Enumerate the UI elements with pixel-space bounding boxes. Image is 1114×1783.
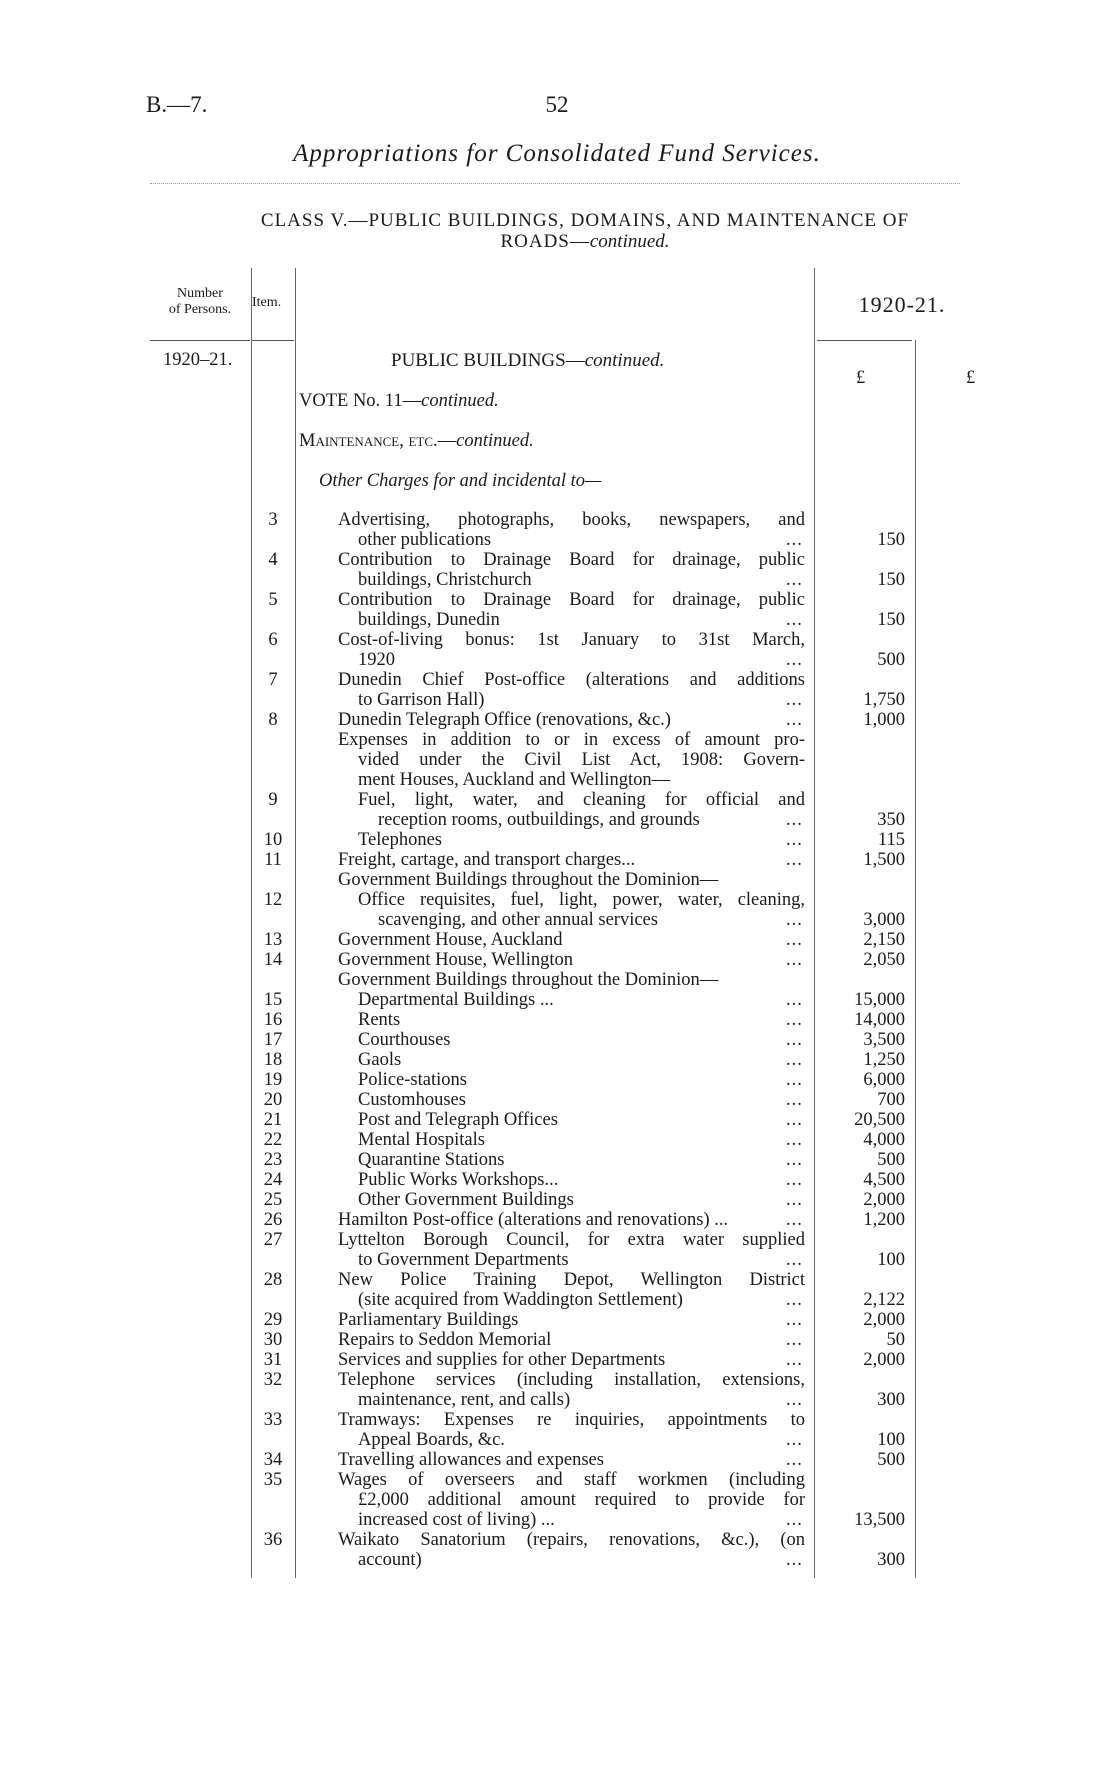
leader-dots: ... <box>786 850 803 870</box>
item-description-line: ment Houses, Auckland and Wellington— <box>358 770 671 790</box>
item-number: 35 <box>263 1470 283 1490</box>
vote-heading <box>299 391 499 412</box>
leader-dots: ... <box>786 1070 803 1090</box>
leader-dots: ... <box>786 530 803 550</box>
leader-dots: ... <box>786 930 803 950</box>
item-number: 23 <box>263 1150 283 1170</box>
item-description-line: Office requisites, fuel, light, power, water, cleaning, <box>358 890 805 910</box>
item-amount: 100 <box>877 1430 905 1450</box>
class-heading-line2 <box>205 231 965 252</box>
section-title-continued: continued. <box>584 350 665 371</box>
item-description-line: increased cost of living) ... <box>358 1510 555 1530</box>
item-amount: 15,000 <box>854 990 905 1010</box>
section-title-main: PUBLIC BUILDINGS— <box>391 350 585 371</box>
item-description-line: Quarantine Stations <box>358 1150 505 1170</box>
class-heading <box>205 210 965 252</box>
item-number: 11 <box>264 850 282 870</box>
maintenance-heading <box>299 431 534 452</box>
leader-dots: ... <box>786 1330 803 1350</box>
item-description-line: Government Buildings throughout the Dominion— <box>338 970 719 990</box>
item-amount: 500 <box>877 1150 905 1170</box>
item-number: 33 <box>263 1410 283 1430</box>
item-number: 14 <box>263 950 283 970</box>
item-number: 21 <box>263 1110 283 1130</box>
item-description-line: Departmental Buildings ... <box>358 990 554 1010</box>
item-amount: 3,000 <box>863 910 905 930</box>
item-description-line: 1920 <box>358 650 395 670</box>
item-description-line: Government House, Wellington <box>338 950 574 970</box>
item-description-line: Waikato Sanatorium (repairs, renovations, &c.), (on <box>338 1530 805 1550</box>
item-description-line: Wages of overseers and staff workmen (including <box>338 1470 805 1490</box>
item-description-line: to Garrison Hall) <box>358 690 485 710</box>
vote-heading-main: VOTE No. 11— <box>299 391 422 411</box>
item-amount: 50 <box>886 1330 905 1350</box>
item-amount: 1,000 <box>863 710 905 730</box>
leader-dots: ... <box>786 690 803 710</box>
item-number: 8 <box>268 710 278 730</box>
leader-dots: ... <box>786 1350 803 1370</box>
item-description-line: £2,000 additional amount required to provide for <box>358 1490 805 1510</box>
item-description-line: reception rooms, outbuildings, and grounds <box>378 810 700 830</box>
item-amount: 500 <box>877 1450 905 1470</box>
leader-dots: ... <box>786 1130 803 1150</box>
leader-dots: ... <box>786 710 803 730</box>
item-description-line: Government House, Auckland <box>338 930 563 950</box>
item-description-line: Government Buildings throughout the Dominion— <box>338 870 719 890</box>
item-number: 30 <box>263 1330 283 1350</box>
item-description-line: Post and Telegraph Offices <box>358 1110 558 1130</box>
item-number: 16 <box>263 1010 283 1030</box>
item-number: 9 <box>268 790 278 810</box>
maintenance-heading-main: Maintenance, etc.— <box>299 431 457 451</box>
section-title <box>391 350 664 372</box>
page-title: Appropriations for Consolidated Fund Services. <box>293 140 821 167</box>
item-description-line: scavenging, and other annual services <box>378 910 658 930</box>
item-number: 29 <box>263 1310 283 1330</box>
item-amount: 2,050 <box>863 950 905 970</box>
column-header-persons-line1: Number <box>177 286 223 301</box>
item-amount: 6,000 <box>863 1070 905 1090</box>
item-description-line: Customhouses <box>358 1090 466 1110</box>
class-heading-continued: continued. <box>589 231 670 252</box>
item-description-line: Expenses in addition to or in excess of amount pro- <box>338 730 805 750</box>
item-number: 4 <box>268 550 278 570</box>
item-description-line: Advertising, photographs, books, newspapers, and <box>338 510 805 530</box>
item-description-line: Cost-of-living bonus: 1st January to 31st March, <box>338 630 805 650</box>
item-number: 5 <box>268 590 278 610</box>
item-number: 31 <box>263 1350 283 1370</box>
item-description-line: Fuel, light, water, and cleaning for official and <box>358 790 805 810</box>
item-description-line: Appeal Boards, &c. <box>358 1430 505 1450</box>
leader-dots: ... <box>786 650 803 670</box>
item-description-line: Lyttelton Borough Council, for extra water supplied <box>338 1230 805 1250</box>
leader-dots: ... <box>786 1450 803 1470</box>
item-number: 24 <box>263 1170 283 1190</box>
page-number: 52 <box>545 92 569 117</box>
item-number: 28 <box>263 1270 283 1290</box>
class-heading-line1: CLASS V.—PUBLIC BUILDINGS, DOMAINS, AND MAINTENANCE OF <box>260 210 910 231</box>
leader-dots: ... <box>786 1250 803 1270</box>
item-description-line: Dunedin Telegraph Office (renovations, &c.) <box>338 710 671 730</box>
header-rule-year <box>817 340 912 341</box>
item-amount: 3,500 <box>863 1030 905 1050</box>
leader-dots: ... <box>786 610 803 630</box>
leader-dots: ... <box>786 1210 803 1230</box>
item-number: 10 <box>263 830 283 850</box>
item-amount: 4,000 <box>863 1130 905 1150</box>
header-rule-item <box>252 340 294 341</box>
item-description-line: Travelling allowances and expenses <box>338 1450 604 1470</box>
item-description-line: other publications <box>358 530 492 550</box>
item-amount: 150 <box>877 530 905 550</box>
leader-dots: ... <box>786 1290 803 1310</box>
leader-dots: ... <box>786 1170 803 1190</box>
item-number: 26 <box>263 1210 283 1230</box>
item-description-line: Repairs to Seddon Memorial <box>338 1330 552 1350</box>
item-number: 15 <box>263 990 283 1010</box>
item-number: 13 <box>263 930 283 950</box>
column-header-persons-line2: of Persons. <box>168 302 232 317</box>
item-description-line: buildings, Christchurch <box>358 570 532 590</box>
item-description-line: Gaols <box>358 1050 402 1070</box>
item-amount: 1,500 <box>863 850 905 870</box>
item-amount: 150 <box>877 570 905 590</box>
item-number: 12 <box>263 890 283 910</box>
vote-heading-continued: continued. <box>421 391 499 411</box>
item-description-line: Services and supplies for other Departments <box>338 1350 666 1370</box>
column-header-persons <box>150 286 250 318</box>
class-heading-line2-main: ROADS— <box>500 231 590 252</box>
item-description-line: Rents <box>358 1010 401 1030</box>
item-number: 3 <box>268 510 278 530</box>
item-description-line: Dunedin Chief Post-office (alterations and additions <box>338 670 805 690</box>
item-description-line: Mental Hospitals <box>358 1130 485 1150</box>
item-description-line: Telephones <box>358 830 442 850</box>
item-description-line: maintenance, rent, and calls) <box>358 1390 571 1410</box>
item-description-line: vided under the Civil List Act, 1908: Govern- <box>358 750 805 770</box>
leader-dots: ... <box>786 1050 803 1070</box>
leader-dots: ... <box>786 830 803 850</box>
leader-dots: ... <box>786 1110 803 1130</box>
leader-dots: ... <box>786 1510 803 1530</box>
item-number: 22 <box>263 1130 283 1150</box>
item-number: 7 <box>268 670 278 690</box>
maintenance-heading-continued: continued. <box>456 431 534 451</box>
item-description-line: Police-stations <box>358 1070 467 1090</box>
item-amount: 700 <box>877 1090 905 1110</box>
persons-year: 1920–21. <box>163 350 233 370</box>
item-description-line: Telephone services (including installation, extensions, <box>338 1370 805 1390</box>
item-amount: 350 <box>877 810 905 830</box>
leader-dots: ... <box>786 1430 803 1450</box>
leader-dots: ... <box>786 910 803 930</box>
item-amount: 1,250 <box>863 1050 905 1070</box>
item-number: 34 <box>263 1450 283 1470</box>
leader-dots: ... <box>786 1310 803 1330</box>
item-number: 6 <box>268 630 278 650</box>
item-description-line: Contribution to Drainage Board for drainage, public <box>338 590 805 610</box>
item-amount: 4,500 <box>863 1170 905 1190</box>
item-number: 20 <box>263 1090 283 1110</box>
item-description-line: account) <box>358 1550 422 1570</box>
item-description-line: Contribution to Drainage Board for drainage, public <box>338 550 805 570</box>
item-amount: 500 <box>877 650 905 670</box>
item-amount: 150 <box>877 610 905 630</box>
item-description-line: Tramways: Expenses re inquiries, appointments to <box>338 1410 805 1430</box>
leader-dots: ... <box>786 1390 803 1410</box>
item-description-line: New Police Training Depot, Wellington District <box>338 1270 805 1290</box>
item-amount: 2,000 <box>863 1350 905 1370</box>
item-amount: 2,122 <box>863 1290 905 1310</box>
header-rule-persons <box>150 340 250 341</box>
item-amount: 300 <box>877 1390 905 1410</box>
leader-dots: ... <box>786 1550 803 1570</box>
item-amount: 300 <box>877 1550 905 1570</box>
item-description-line: buildings, Dunedin <box>358 610 500 630</box>
leader-dots: ... <box>786 1190 803 1210</box>
item-description-line: Courthouses <box>358 1030 451 1050</box>
item-description-line: Freight, cartage, and transport charges... <box>338 850 636 870</box>
currency-symbol-1: £ <box>856 368 866 388</box>
item-number: 27 <box>263 1230 283 1250</box>
item-description-line: (site acquired from Waddington Settlement) <box>358 1290 683 1310</box>
leader-dots: ... <box>786 950 803 970</box>
leader-dots: ... <box>786 1030 803 1050</box>
other-charges-heading: Other Charges for and incidental to— <box>319 471 602 491</box>
column-header-item: Item. <box>252 295 282 310</box>
leader-dots: ... <box>786 1090 803 1110</box>
currency-symbol-2: £ <box>966 368 976 388</box>
item-amount: 2,000 <box>863 1310 905 1330</box>
document-reference: B.—7. <box>146 92 208 117</box>
leader-dots: ... <box>786 810 803 830</box>
leader-dots: ... <box>786 570 803 590</box>
item-number: 19 <box>263 1070 283 1090</box>
item-amount: 20,500 <box>854 1110 905 1130</box>
item-description-line: Hamilton Post-office (alterations and renovations) ... <box>338 1210 729 1230</box>
item-amount: 2,000 <box>863 1190 905 1210</box>
item-description-line: Public Works Workshops... <box>358 1170 559 1190</box>
item-amount: 1,200 <box>863 1210 905 1230</box>
column-header-year: 1920-21. <box>858 292 946 317</box>
item-amount: 2,150 <box>863 930 905 950</box>
item-amount: 115 <box>877 830 905 850</box>
item-amount: 14,000 <box>854 1010 905 1030</box>
item-description-line: Parliamentary Buildings <box>338 1310 519 1330</box>
leader-dots: ... <box>786 990 803 1010</box>
leader-dots: ... <box>786 1150 803 1170</box>
item-number: 36 <box>263 1530 283 1550</box>
item-description-line: Other Government Buildings <box>358 1190 574 1210</box>
title-rule <box>150 183 960 184</box>
item-amount: 13,500 <box>854 1510 905 1530</box>
item-number: 17 <box>263 1030 283 1050</box>
item-amount: 100 <box>877 1250 905 1270</box>
item-description-line: to Government Departments <box>358 1250 569 1270</box>
item-number: 18 <box>263 1050 283 1070</box>
item-number: 32 <box>263 1370 283 1390</box>
leader-dots: ... <box>786 1010 803 1030</box>
item-amount: 1,750 <box>863 690 905 710</box>
column-rule-amount <box>915 340 916 1578</box>
item-number: 25 <box>263 1190 283 1210</box>
